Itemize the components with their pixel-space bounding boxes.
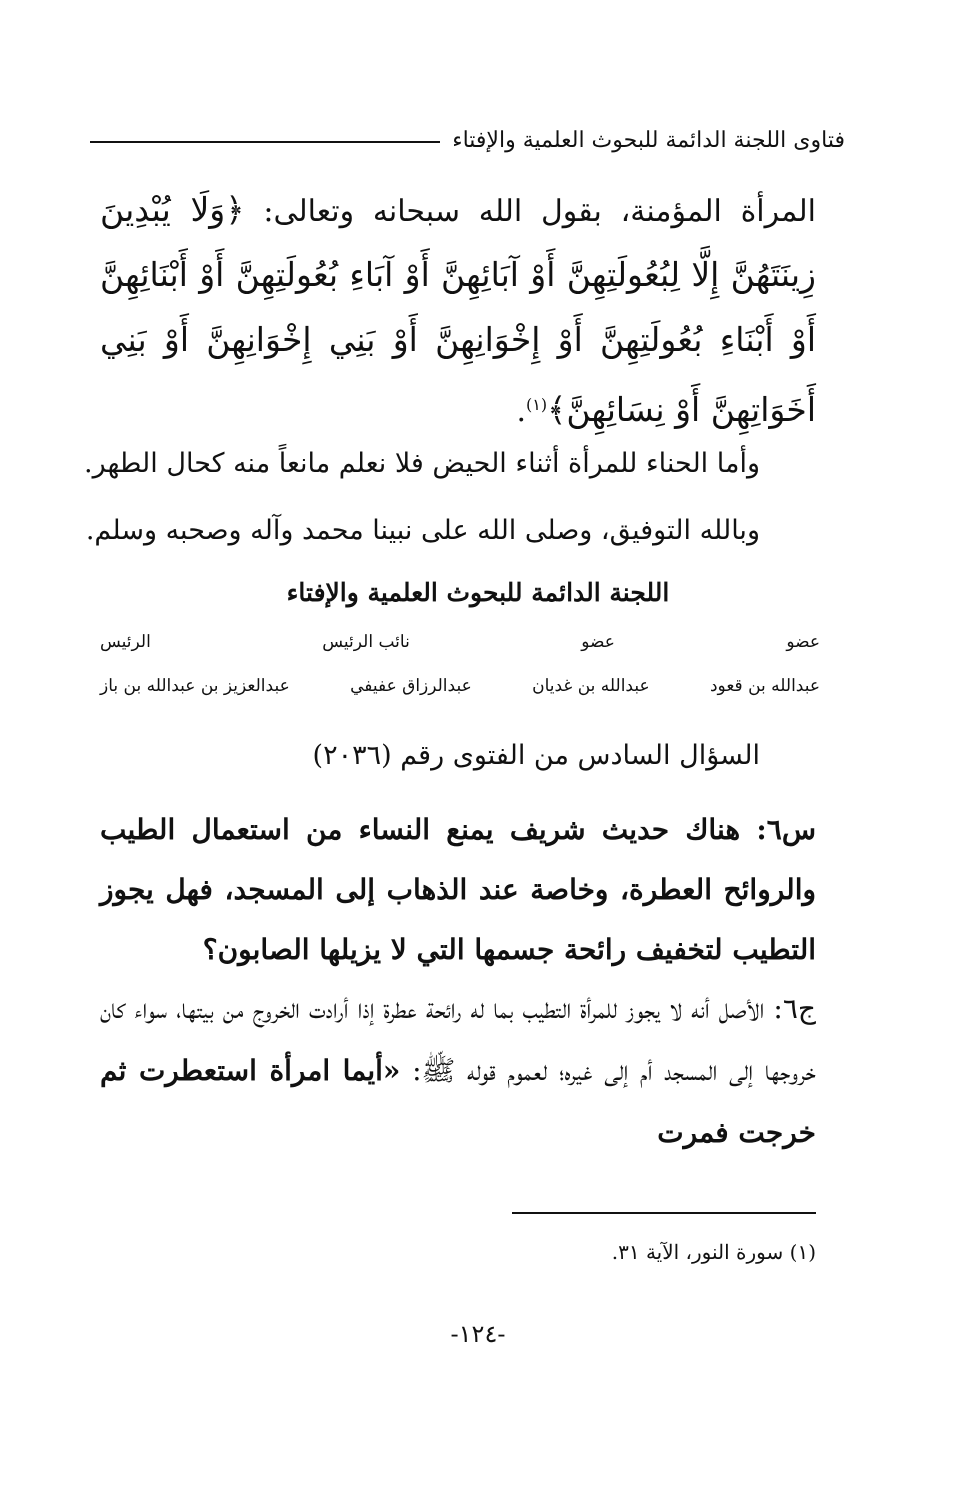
- signatory-role: نائب الرئيس: [322, 632, 410, 652]
- question-text: س٦: هناك حديث شريف يمنع النساء من استعمال الطيب والروائح العطرة، وخاصة عند الذهاب إلى المسجد، فهل يجوز التطيب لتخفيف رائحة جسمها التي لا يزيلها الصابون؟: [100, 813, 816, 966]
- quran-intro: المرأة المؤمنة، بقول الله سبحانه وتعالى:: [263, 194, 816, 229]
- answer-paragraph: [100, 978, 816, 1164]
- signatory-name: عبدالله بن قعود: [709, 676, 820, 696]
- hadith-quote: «أيما امرأة استعطرت ثم خرجت فمرت: [100, 1054, 816, 1149]
- signatory-role: عضو: [581, 632, 615, 652]
- closing-paragraph: وبالله التوفيق، وصلى الله على نبينا محمد وآله وصحبه وسلم.: [85, 515, 760, 546]
- running-header: [90, 120, 845, 160]
- signatory-name: عبدالعزيز بن عبدالله بن باز: [100, 676, 290, 696]
- quran-end: .: [516, 394, 526, 429]
- header-title: فتاوى اللجنة الدائمة للبحوث العلمية والإفتاء: [452, 127, 845, 153]
- footnote: (١) سورة النور، الآية ٣١.: [611, 1240, 816, 1264]
- signatory-roles: [100, 632, 820, 652]
- footnote-separator: [512, 1212, 816, 1214]
- header-rule: [90, 141, 440, 143]
- signatory-role: الرئيس: [100, 632, 151, 652]
- committee-title: اللجنة الدائمة للبحوث العلمية والإفتاء: [286, 578, 670, 607]
- page-number: -١٢٤-: [450, 1320, 506, 1348]
- footnote-reference[interactable]: (١): [525, 395, 548, 414]
- quran-verse: ﴿وَلَا يُبْدِينَ زِينَتَهُنَّ إِلَّا لِبُعُولَتِهِنَّ أَوْ آبَائِهِنَّ أَوْ آبَاءِ بُعُولَتِهِنَّ أَوْ أَبْنَائِهِنَّ أَوْ أَبْنَاءِ بُعُولَتِهِنَّ أَوْ إِخْوَانِهِنَّ أَوْ بَنِي إِخْوَانِهِنَّ أَوْ بَنِي أَخَوَاتِهِنَّ أَوْ نِسَائِهِنَّ﴾: [100, 190, 816, 429]
- signatory-role: عضو: [786, 632, 820, 652]
- signatory-name: عبدالرزاق عفيفي: [350, 676, 472, 696]
- signatory-name: عبدالله بن غديان: [532, 676, 650, 696]
- question-heading: السؤال السادس من الفتوى رقم (٢٠٣٦): [312, 740, 760, 771]
- henna-paragraph: وأما الحناء للمرأة أثناء الحيض فلا نعلم مانعاً منه كحال الطهر.: [83, 448, 760, 479]
- answer-text: ج٦: الأصل أنه لا يجوز للمرأة التطيب بما له رائحة عطرة إذا أرادت الخروج من بيتها، سواء كان خروجها إلى المسجد أم إلى غيره؛ لعموم قوله ﷺ:: [100, 992, 816, 1087]
- quran-passage: [100, 178, 816, 443]
- signatory-names: [100, 676, 820, 696]
